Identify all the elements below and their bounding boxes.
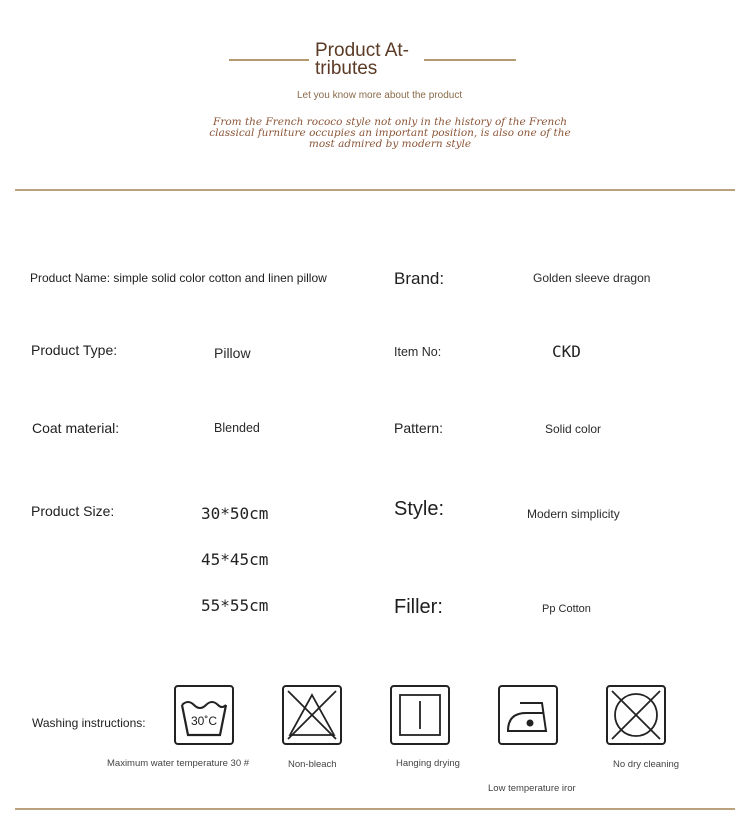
coat-material-label: Coat material: [32, 420, 120, 436]
coat-material-value: Blended [214, 421, 260, 435]
product-name: Product Name: simple solid color cotton and linen pillow [30, 271, 327, 285]
caption-wash-30: Maximum water temperature 30 # [107, 758, 250, 769]
brand-value: Golden sleeve dragon [533, 271, 651, 285]
caption-non-bleach: Non-bleach [288, 759, 337, 770]
wash-30c-icon [174, 685, 234, 745]
pattern-value: Solid color [545, 422, 602, 436]
hanging-dry-icon [390, 685, 450, 745]
product-type-value: Pillow [214, 345, 251, 361]
page-subtitle: Let you know more about the product [297, 90, 463, 101]
script-text: From the French rococo style not only in the history of the French classical furniture occupies an important position, is also one of the most admired by modern style [209, 116, 571, 150]
item-no-value: CKD [552, 342, 581, 361]
product-type-label: Product Type: [31, 342, 118, 358]
divider-bottom [15, 808, 735, 810]
product-size-label: Product Size: [31, 503, 115, 519]
caption-low-iron: Low temperature iror [488, 783, 576, 794]
style-label: Style: [394, 498, 445, 520]
header-line-left [229, 59, 309, 61]
style-value: Modern simplicity [527, 507, 620, 521]
wash-temp-text: 30˚C [190, 714, 218, 728]
divider-top [15, 189, 735, 191]
header-line-right [424, 59, 516, 61]
brand-label: Brand: [394, 269, 445, 288]
item-no-label: Item No: [394, 345, 442, 359]
no-dry-clean-icon [606, 685, 666, 745]
size-2: 45*45cm [201, 550, 269, 569]
page-title: Product At- tributes [315, 40, 409, 79]
filler-value: Pp Cotton [542, 603, 591, 615]
size-1: 30*50cm [201, 504, 269, 523]
size-3: 55*55cm [201, 596, 269, 615]
non-bleach-icon [282, 685, 342, 745]
low-iron-icon [498, 685, 558, 745]
washing-label: Washing instructions: [32, 716, 146, 730]
caption-no-dry-clean: No dry cleaning [613, 759, 680, 770]
filler-label: Filler: [394, 596, 443, 618]
pattern-label: Pattern: [394, 420, 444, 436]
caption-hanging-dry: Hanging drying [396, 758, 460, 769]
